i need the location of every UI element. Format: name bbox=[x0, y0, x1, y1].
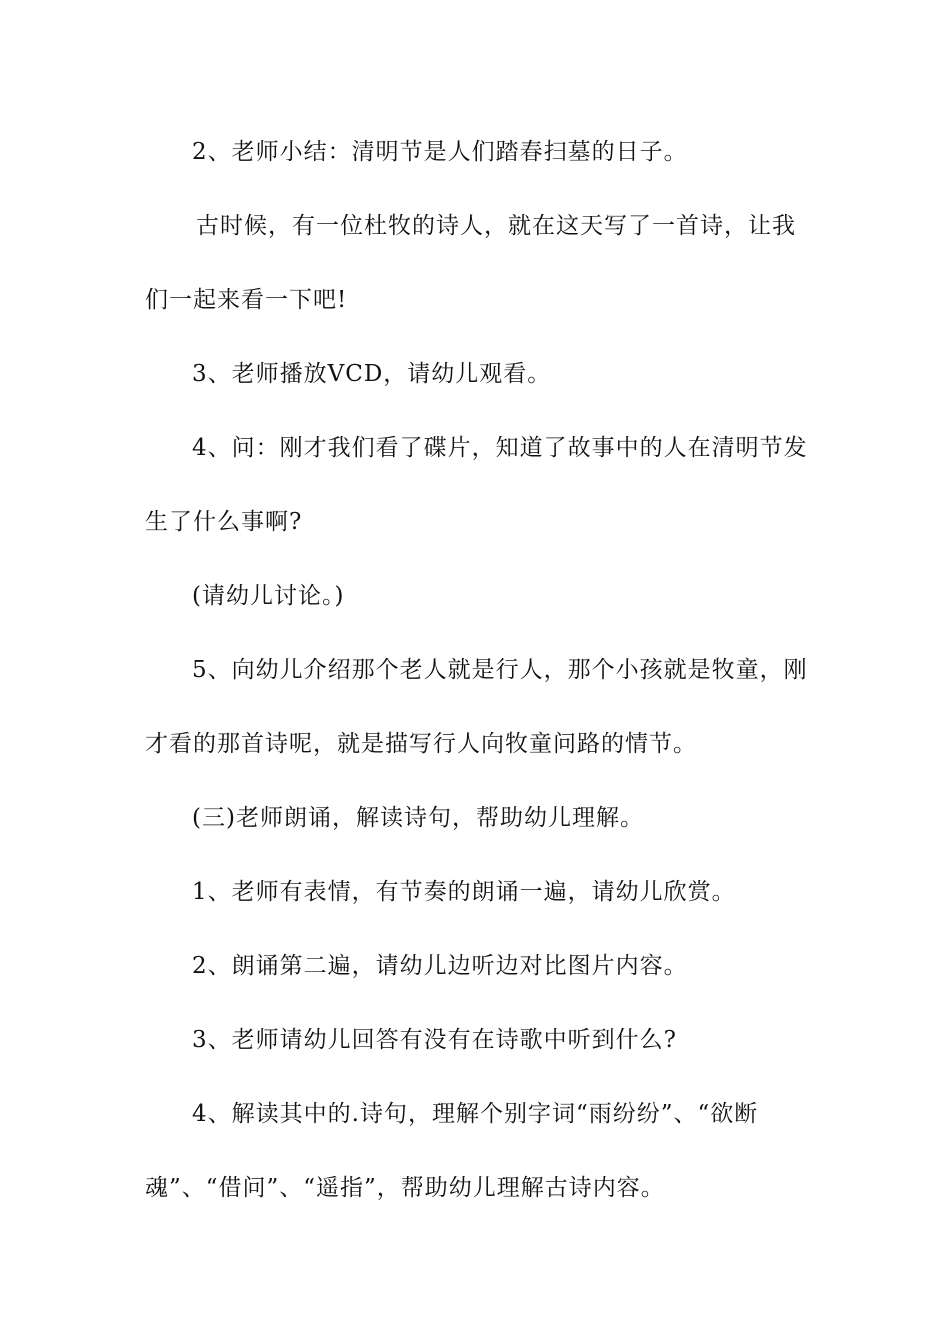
paragraph-line-2: 古时候，有一位杜牧的诗人，就在这天写了一首诗，让我 bbox=[196, 213, 796, 239]
paragraph-line-15: 魂”、“借问”、“遥指”，帮助幼儿理解古诗内容。 bbox=[145, 1175, 665, 1201]
section-heading: (三)老师朗诵，解读诗句，帮助幼儿理解。 bbox=[192, 805, 644, 831]
paragraph-line-3: 们一起来看一下吧! bbox=[145, 287, 348, 313]
paragraph-line-14: 4、解读其中的.诗句，理解个别字词“雨纷纷”、“欲断 bbox=[192, 1101, 759, 1127]
paragraph-line-7: (请幼儿讨论。) bbox=[192, 583, 345, 609]
paragraph-line-13: 3、老师请幼儿回答有没有在诗歌中听到什么? bbox=[192, 1027, 677, 1053]
paragraph-line-8: 5、向幼儿介绍那个老人就是行人，那个小孩就是牧童，刚 bbox=[192, 657, 808, 683]
paragraph-line-5: 4、问：刚才我们看了碟片，知道了故事中的人在清明节发 bbox=[192, 435, 808, 461]
paragraph-line-9: 才看的那首诗呢，就是描写行人向牧童问路的情节。 bbox=[145, 731, 697, 757]
paragraph-line-1: 2、老师小结：清明节是人们踏春扫墓的日子。 bbox=[192, 139, 688, 165]
paragraph-line-4: 3、老师播放VCD，请幼儿观看。 bbox=[192, 361, 552, 387]
paragraph-line-11: 1、老师有表情，有节奏的朗诵一遍，请幼儿欣赏。 bbox=[192, 879, 736, 905]
paragraph-line-12: 2、朗诵第二遍，请幼儿边听边对比图片内容。 bbox=[192, 953, 688, 979]
paragraph-line-6: 生了什么事啊? bbox=[145, 509, 303, 535]
